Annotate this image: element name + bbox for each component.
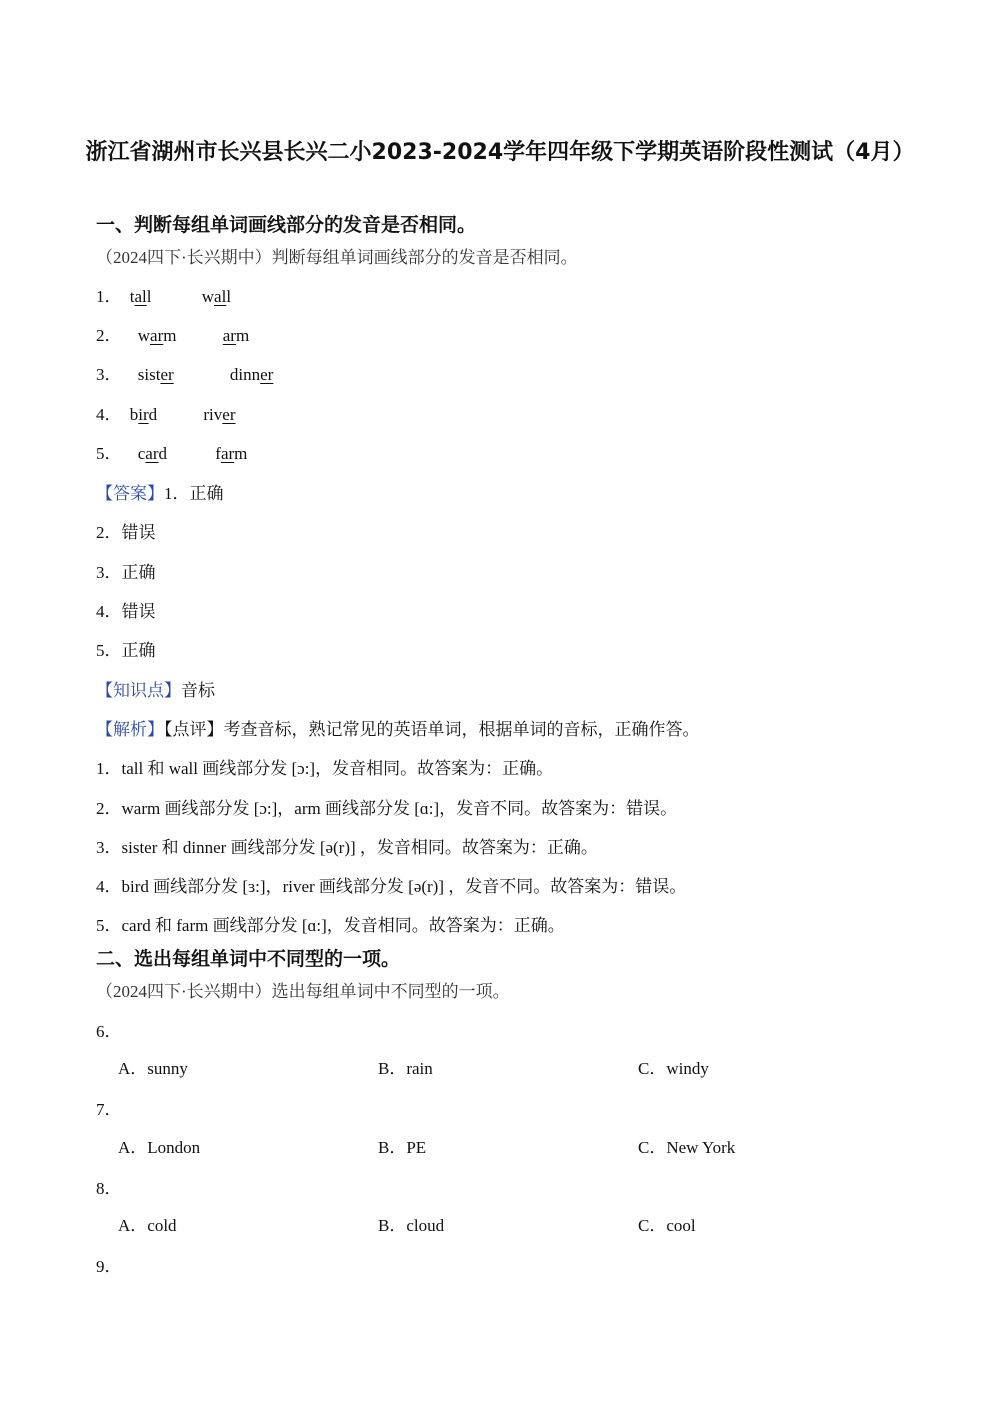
item-1 [96,282,231,307]
word-1: card [137,444,168,463]
answer-line-2: 2．错误 [96,523,156,542]
answer-line-3: 3．正确 [96,563,156,582]
word-2: river [203,405,236,424]
word-2: farm [215,444,248,463]
answer-text: 1．正确 [164,484,224,503]
word-2: dinner [229,365,274,384]
answer-line-5: 5．正确 [96,641,156,660]
section2-heading: 二、选出每组单词中不同型的一项。 [96,948,401,970]
knowledge-tag: 【知识点】 [96,681,181,700]
analysis-line-3: 3．sister 和 dinner 画线部分发 [ə(r)] ，发音相同。故答案为：正确。 [96,838,598,857]
section1-intro: （2024四下·长兴期中）判断每组单词画线部分的发音是否相同。 [96,248,578,267]
word-2: arm [222,326,250,345]
item-number: 3． [96,365,122,384]
question-9-number: 9． [96,1257,122,1276]
answer-line-4: 4．错误 [96,602,156,621]
analysis-line-2: 2．warm 画线部分发 [ɔ:]，arm 画线部分发 [ɑ:]，发音不同。故答案为：错误。 [96,799,678,818]
question-7-number: 7． [96,1100,122,1119]
question-8-option-c[interactable]: C．cool [638,1216,696,1235]
item-number: 2． [96,326,122,345]
knowledge-line [96,676,215,701]
word-2: wall [201,287,232,306]
question-8-option-a[interactable]: A．cold [118,1216,177,1235]
word-1: tall [129,287,152,306]
analysis-line-1: 1．tall 和 wall 画线部分发 [ɔ:]，发音相同。故答案为：正确。 [96,759,554,778]
question-6-option-b[interactable]: B．rain [378,1059,433,1078]
analysis-line-5: 5．card 和 farm 画线部分发 [ɑ:]，发音相同。故答案为：正确。 [96,916,565,935]
analysis-intro [96,715,700,740]
section2-intro: （2024四下·长兴期中）选出每组单词中不同型的一项。 [96,982,510,1001]
item-4 [96,400,236,425]
question-7-option-a[interactable]: A．London [118,1138,201,1157]
word-1: sister [137,365,174,384]
question-6-option-a[interactable]: A．sunny [118,1059,188,1078]
question-8-number: 8． [96,1179,122,1198]
answer-tag: 【答案】 [96,484,164,503]
analysis-line-4: 4．bird 画线部分发 [ɜ:]，river 画线部分发 [ə(r)] ，发音不同。故答案为：错误。 [96,877,687,896]
item-3 [96,360,273,385]
analysis-intro-text: 【点评】考查音标，熟记常见的英语单词，根据单词的音标，正确作答。 [164,720,700,739]
question-6-option-c[interactable]: C．windy [638,1059,709,1078]
question-7-option-c[interactable]: C．New York [638,1138,736,1157]
item-number: 5． [96,444,122,463]
question-8-option-b[interactable]: B．cloud [378,1216,445,1235]
word-1: warm [137,326,177,345]
knowledge-text: 音标 [181,681,215,700]
item-2 [96,321,249,346]
analysis-tag: 【解析】 [96,720,164,739]
document-title: 浙江省湖州市长兴县长兴二小2023-2024学年四年级下学期英语阶段性测试（4月） [85,140,915,165]
item-5 [96,439,247,464]
item-number: 1． [96,287,122,306]
question-6-number: 6． [96,1022,122,1041]
section1-heading: 一、判断每组单词画线部分的发音是否相同。 [96,214,477,236]
answer-line-1 [96,479,224,504]
word-1: bird [129,405,158,424]
item-number: 4． [96,405,122,424]
question-7-option-b[interactable]: B．PE [378,1138,427,1157]
